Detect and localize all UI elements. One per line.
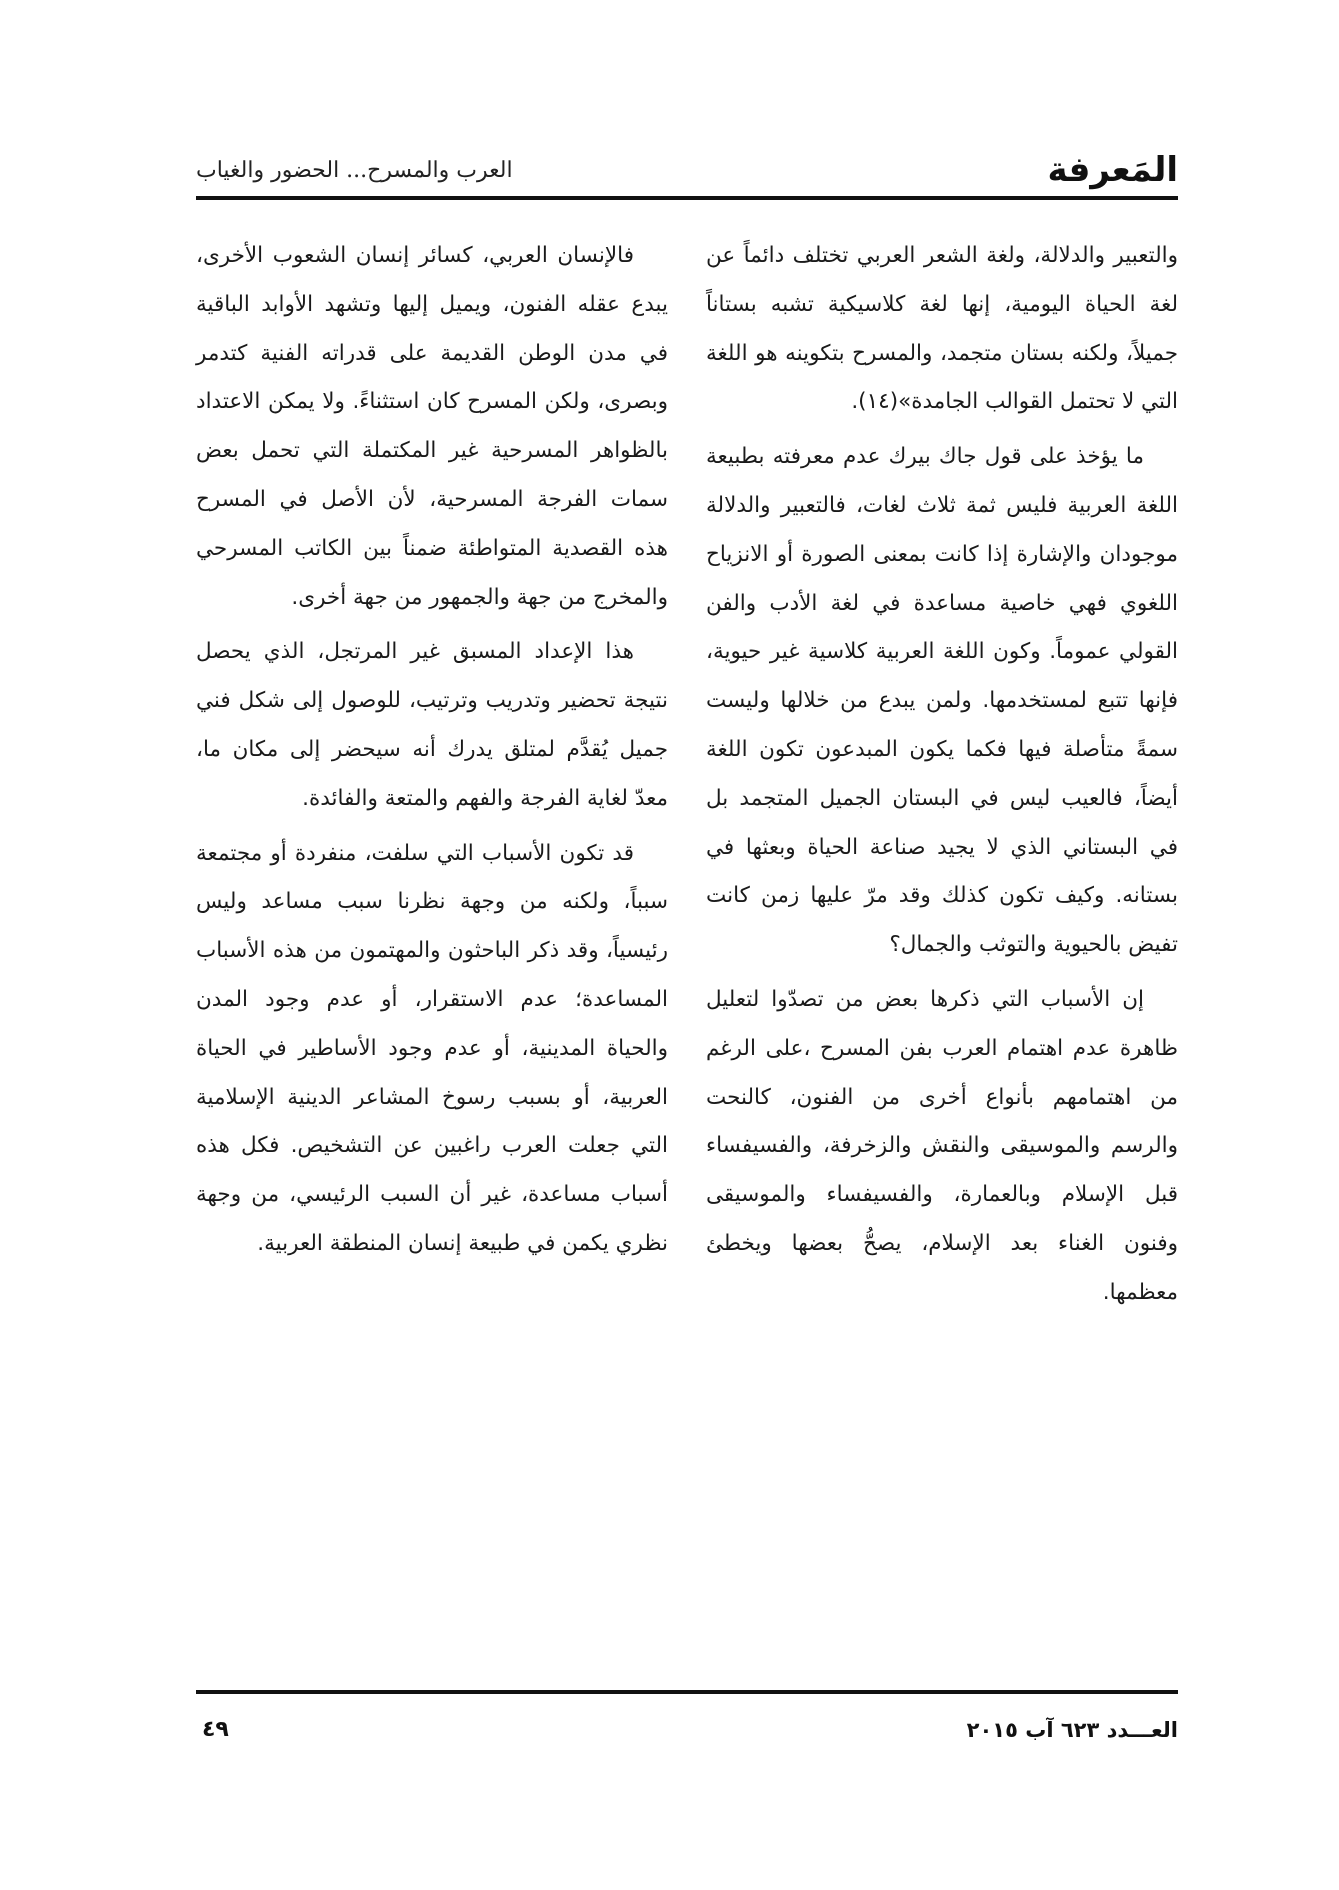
page-footer xyxy=(196,1712,1178,1752)
paragraph: قد تكون الأسباب التي سلفت، منفردة أو مجتمعة سبباً، ولكنه من وجهة نظرنا سبب مساعد وليس رئيسياً، وقد ذكر الباحثون والمهتمون من هذه الأسباب المساعدة؛ عدم الاستقرار، أو عدم وجود المدن والحياة المدينية، أو عدم وجود الأساطير في الحياة العربية، أو بسبب رسوخ المشاعر الدينية الإسلامية التي جعلت العرب راغبين عن التشخيص. فكل هذه أسباب مساعدة، غير أن السبب الرئيسي، من وجهة نظري يكمن في طبيعة إنسان المنطقة العربية. xyxy=(196,840,668,1256)
issue-info: العـــدد ٦٢٣ آب ٢٠١٥ xyxy=(966,1718,1178,1742)
header-rule xyxy=(196,196,1178,200)
page-header xyxy=(196,148,1178,198)
paragraph: والتعبير والدلالة، ولغة الشعر العربي تختلف دائماً عن لغة الحياة اليومية، إنها لغة كلاسيكية تشبه بستاناً جميلاً، ولكنه بستان متجمد، والمسرح بتكوينه هو اللغة التي لا تحتمل القوالب الجامدة»(١٤). xyxy=(706,243,1178,415)
left-column xyxy=(196,232,668,1275)
paragraph: ما يؤخذ على قول جاك بيرك عدم معرفته بطبيعة اللغة العربية فليس ثمة ثلاث لغات، فالتعبير والدلالة موجودان والإشارة إذا كانت بمعنى الصورة أو الانزياح اللغوي فهي خاصية مساعدة في لغة الأدب والفن القولي عموماً. وكون اللغة العربية كلاسية غير حيوية، فإنها تتبع لمستخدمها. ولمن يبدع من خلالها وليست سمةً متأصلة فيها فكما يكون المبدعون تكون اللغة أيضاً، فالعيب ليس في البستان الجميل المتجمد بل في البستاني الذي لا يجيد صناعة الحياة وبعثها في بستانه. وكيف تكون كذلك وقد مرّ عليها زمن كانت تفيض بالحيوية والتوثب والجمال؟ xyxy=(706,444,1178,958)
page-number: ٤٩ xyxy=(202,1717,229,1742)
paragraph: هذا الإعداد المسبق غير المرتجل، الذي يحصل نتيجة تحضير وتدريب وترتيب، للوصول إلى شكل فني جميل يُقدَّم لمتلق يدرك أنه سيحضر إلى مكان ما، معدّ لغاية الفرجة والفهم والمتعة والفائدة. xyxy=(196,639,668,811)
paragraph: فالإنسان العربي، كسائر إنسان الشعوب الأخرى، يبدع عقله الفنون، ويميل إليها وتشهد الأوابد الباقية في مدن الوطن القديمة على قدراته الفنية كتدمر وبصرى، ولكن المسرح كان استثناءً. ولا يمكن الاعتداد بالظواهر المسرحية غير المكتملة التي تحمل بعض سمات الفرجة المسرحية، لأن الأصل في المسرح هذه القصدية المتواطئة ضمناً بين الكاتب المسرحي والمخرج من جهة والجمهور من جهة أخرى. xyxy=(196,243,668,610)
footer-rule xyxy=(196,1690,1178,1694)
running-title: العرب والمسرح... الحضور والغياب xyxy=(196,158,513,183)
paragraph: إن الأسباب التي ذكرها بعض من تصدّوا لتعليل ظاهرة عدم اهتمام العرب بفن المسرح ،على الرغم من اهتمامهم بأنواع أخرى من الفنون، كالنحت والرسم والموسيقى والنقش والزخرفة، والفسيفساء قبل الإسلام وبالعمارة، والفسيفساء والموسيقى وفنون الغناء بعد الإسلام، يصحُّ بعضها ويخطئ معظمها. xyxy=(706,986,1178,1305)
magazine-logo: المَعرفة xyxy=(1047,150,1178,190)
right-column xyxy=(706,232,1178,1324)
